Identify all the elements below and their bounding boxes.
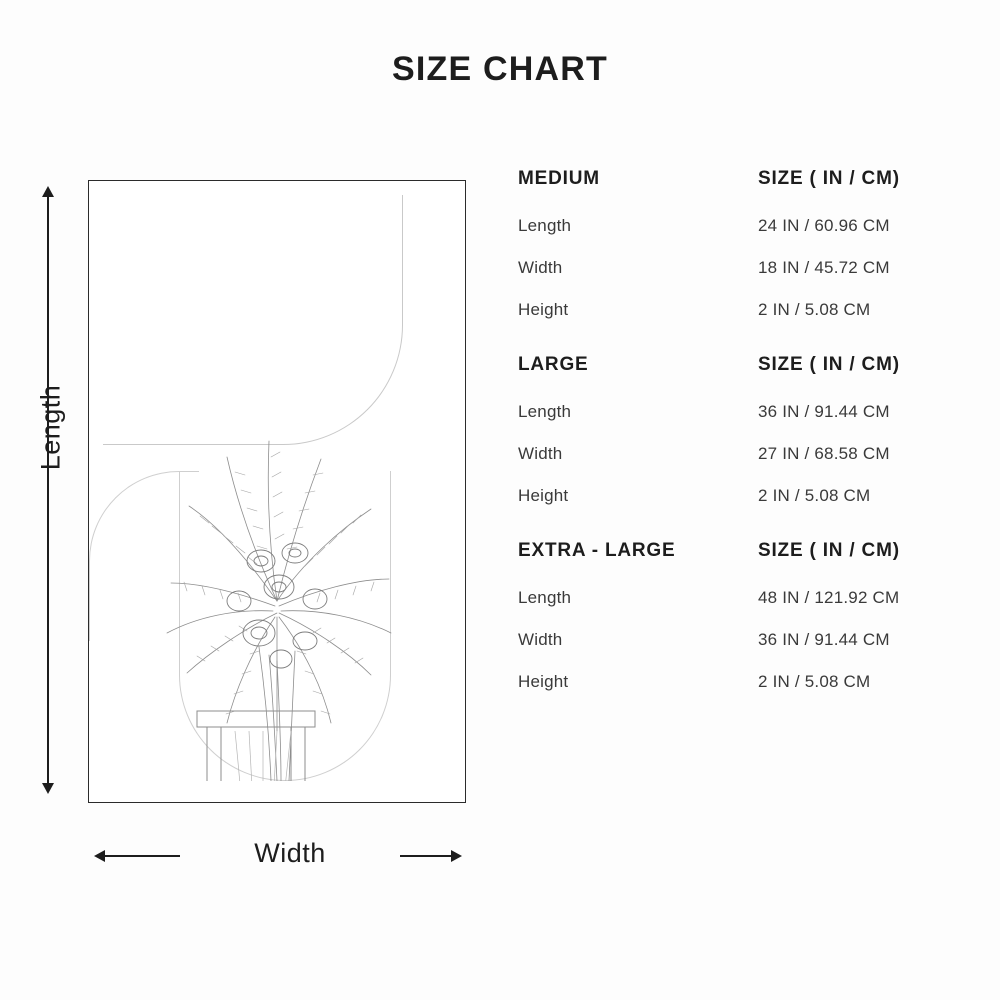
row-label: Length [518, 402, 572, 421]
row-value: 2 IN / 5.08 CM [758, 300, 871, 319]
product-illustration [88, 180, 468, 805]
row-value: 48 IN / 121.92 CM [758, 588, 900, 607]
row-value: 2 IN / 5.08 CM [758, 486, 871, 505]
size-name: MEDIUM [518, 168, 600, 189]
row-label: Width [518, 258, 563, 277]
size-group-header [518, 168, 962, 190]
table-row [518, 630, 962, 650]
row-value: 18 IN / 45.72 CM [758, 258, 890, 277]
row-label: Height [518, 672, 569, 691]
size-units-header: SIZE ( IN / CM) [758, 354, 900, 375]
table-row [518, 258, 962, 278]
row-label: Width [518, 444, 563, 463]
size-group-header [518, 354, 962, 376]
size-group-header [518, 540, 962, 562]
row-value: 2 IN / 5.08 CM [758, 672, 871, 691]
table-row [518, 444, 962, 464]
table-row [518, 300, 962, 320]
size-name: EXTRA - LARGE [518, 540, 676, 561]
row-value: 36 IN / 91.44 CM [758, 402, 890, 421]
row-value: 24 IN / 60.96 CM [758, 216, 890, 235]
size-name: LARGE [518, 354, 589, 375]
page-title: SIZE CHART [392, 50, 608, 88]
artwork-frame [88, 180, 466, 803]
size-group-extra-large [518, 540, 962, 692]
row-label: Length [518, 588, 572, 607]
table-row [518, 672, 962, 692]
size-group-large [518, 354, 962, 506]
size-group-medium [518, 168, 962, 320]
row-value: 36 IN / 91.44 CM [758, 630, 890, 649]
size-units-header: SIZE ( IN / CM) [758, 168, 900, 189]
table-row [518, 486, 962, 506]
flower-bouquet-drawing [109, 261, 449, 781]
row-value: 27 IN / 68.58 CM [758, 444, 890, 463]
width-axis-label: Width [180, 838, 400, 869]
table-row [518, 588, 962, 608]
table-row [518, 216, 962, 236]
size-table [518, 168, 962, 726]
row-label: Height [518, 300, 569, 319]
table-row [518, 402, 962, 422]
row-label: Height [518, 486, 569, 505]
row-label: Length [518, 216, 572, 235]
size-units-header: SIZE ( IN / CM) [758, 540, 900, 561]
length-axis-label: Length [35, 384, 66, 471]
row-label: Width [518, 630, 563, 649]
